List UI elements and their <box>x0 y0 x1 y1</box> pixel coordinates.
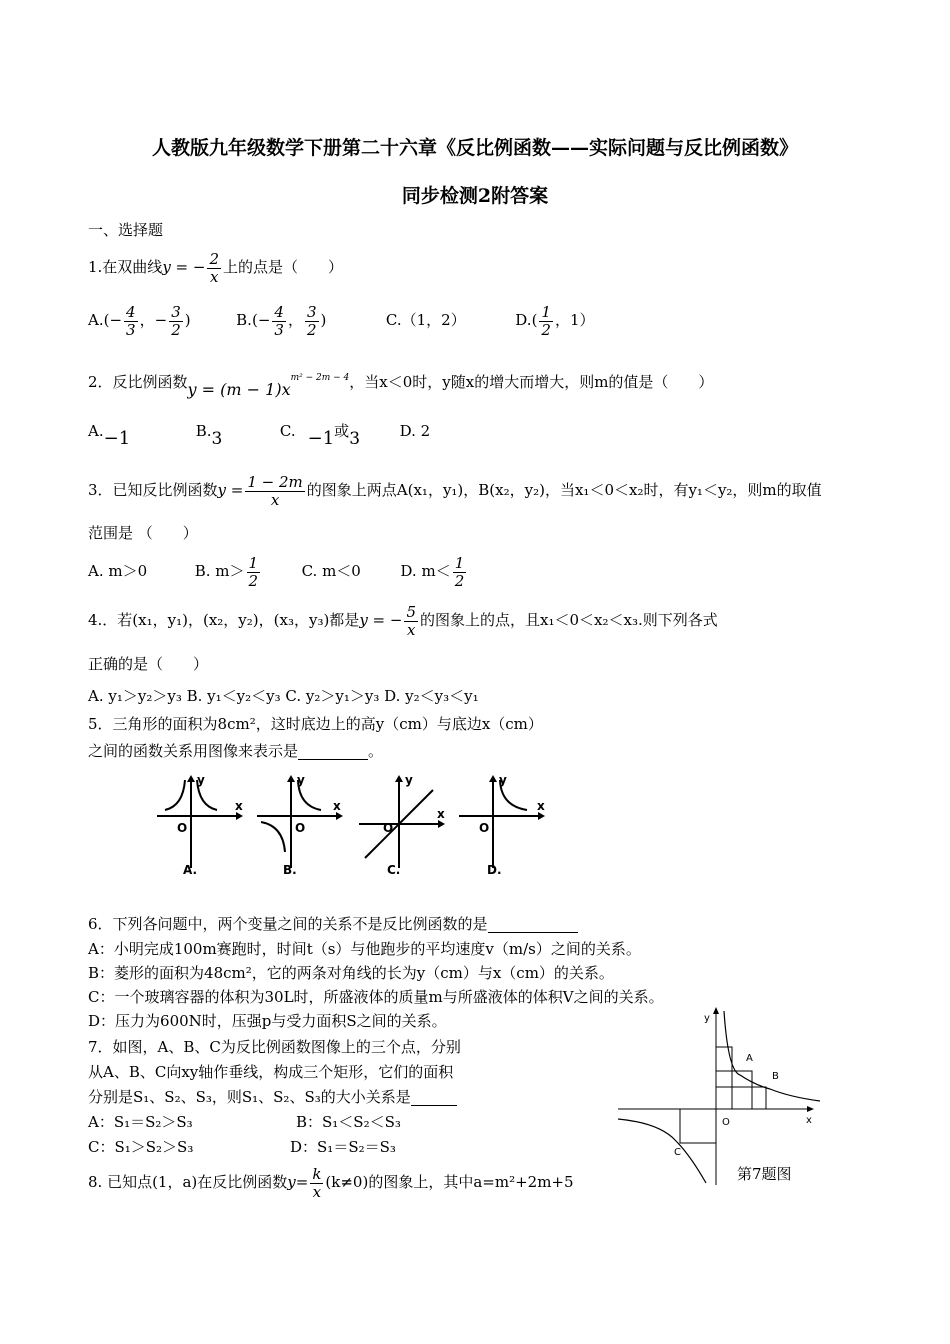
question-1-options <box>88 300 595 340</box>
graph-c-label: C. <box>387 863 401 877</box>
figure-7-origin-label: O <box>722 1117 730 1128</box>
option-a: A.−1 <box>88 422 131 449</box>
graph-b-x-label: x <box>333 799 341 813</box>
option-c: C.（1，2） <box>385 311 466 329</box>
question-7-stem: 7．如图，A、B、C为反比例函数图像上的三个点，分别 <box>88 1038 461 1056</box>
graph-d-y-label: y <box>499 773 507 787</box>
figure-7-x-label: x <box>806 1115 812 1126</box>
question-7-stem-cont: 从A、B、C向xy轴作垂线，构成三个矩形，它们的面积 <box>88 1063 454 1081</box>
question-8-stem: 8. 已知点(1，a)在反比例函数y= $\frac{k}{x}$ (k≠0)的图象上，其中a=m²+2m+5 <box>88 1164 574 1201</box>
answer-blank[interactable] <box>298 745 368 760</box>
question-7-option-d: D：S₁＝S₂＝S₃ <box>290 1138 396 1156</box>
option-a: A. m＞0 <box>88 562 148 580</box>
graph-c <box>357 770 447 880</box>
question-6-stem: 6．下列各问题中，两个变量之间的关系不是反比例函数的是 <box>88 915 578 933</box>
graph-b-origin-label: O <box>295 821 306 835</box>
section-heading: 一、选择题 <box>88 221 164 239</box>
option-b: B.3 <box>195 422 223 449</box>
question-4-stem: 4.．若(x₁，y₁)，(x₂，y₂)，(x₃，y₃)都是y = − $\frac{5}{x}$ 的图象上的点，且x₁＜0＜x₂＜x₃.则下列各式 <box>88 602 718 639</box>
question-2-options <box>88 422 431 449</box>
figure-7-point-a: A <box>746 1053 753 1064</box>
graph-c-origin-label: O <box>383 821 394 835</box>
graph-a-label: A. <box>183 863 198 877</box>
graph-b <box>255 770 345 880</box>
question-6-option-a: A：小明完成100m赛跑时，时间t（s）与他跑步的平均速度v（m/s）之间的关系。 <box>88 940 641 958</box>
question-3-options <box>88 551 468 591</box>
question-7-option-a: A：S₁＝S₂＞S₃ <box>88 1113 193 1131</box>
question-3-stem: 3．已知反比例函数y = $\frac{1 - 2m}{x}$ 的图象上两点A(x₁，y₁)，B(x₂，y₂)，当x₁＜0＜x₂时，有y₁＜y₂，则m的取值 <box>88 472 822 509</box>
question-5-stem: 5．三角形的面积为8cm²，这时底边上的高y（cm）与底边x（cm） <box>88 715 543 733</box>
option-b: B.(− $\frac{4}{3}$ ， $\frac{3}{2}$ ) <box>236 302 327 339</box>
figure-7 <box>610 1005 830 1190</box>
graph-b-y-label: y <box>297 773 305 787</box>
question-7-stem-cont2: 分别是S₁、S₂、S₃，则S₁、S₂、S₃的大小关系是 <box>88 1088 457 1106</box>
figure-7-caption: 第7题图 <box>737 1165 792 1183</box>
figure-7-point-c: C <box>674 1147 681 1158</box>
figure-7-y-label: y <box>704 1013 710 1024</box>
graph-c-x-label: x <box>437 807 445 821</box>
question-5-stem-cont: 之间的函数关系用图像来表示是 。 <box>88 742 384 760</box>
graph-d-origin-label: O <box>479 821 490 835</box>
question-7-option-b: B：S₁＜S₂＜S₃ <box>296 1113 401 1131</box>
graph-b-label: B. <box>283 863 297 877</box>
option-c: C. −1或3 <box>279 422 361 449</box>
question-1-stem: 1.在双曲线y = − $\frac{2}{x}$ 上的点是（ ） <box>88 249 344 286</box>
document-subtitle: 同步检测2附答案 <box>401 185 549 207</box>
option-d: D. 2 <box>399 422 431 440</box>
question-4-stem-cont: 正确的是（ ） <box>88 655 209 673</box>
option-a: A.(− $\frac{4}{3}$ ，− $\frac{3}{2}$ ) <box>88 302 191 339</box>
answer-blank[interactable] <box>488 918 578 933</box>
answer-blank[interactable] <box>411 1091 457 1106</box>
figure-7-point-b: B <box>772 1071 779 1082</box>
graph-d <box>457 770 547 880</box>
document-title: 人教版九年级数学下册第二十六章《反比例函数——实际问题与反比例函数》 <box>151 137 798 159</box>
graph-a-origin-label: O <box>177 821 188 835</box>
option-b: B. m＞ $\frac{1}{2}$ <box>194 553 259 590</box>
graph-a-x-label: x <box>235 799 243 813</box>
question-6-option-c: C：一个玻璃容器的体积为30L时，所盛液体的质量m与所盛液体的体积V之间的关系。 <box>88 988 664 1006</box>
graph-d-label: D. <box>487 863 502 877</box>
question-6-option-b: B：菱形的面积为48cm²，它的两条对角线的长为y（cm）与x（cm）的关系。 <box>88 964 614 982</box>
option-d: D.( $\frac{1}{2}$ ，1） <box>515 302 595 339</box>
question-3-stem-cont: 范围是 （ ） <box>88 524 198 542</box>
question-6-option-d: D：压力为600N时，压强p与受力面积S之间的关系。 <box>88 1012 447 1030</box>
graph-a <box>155 770 245 880</box>
question-2-stem: 2．反比例函数$y = (m - 1)x^{m^2 - 2m - 4}$，当x＜0时，y随x的增大而增大，则m的值是（ ） <box>88 373 714 399</box>
graph-c-y-label: y <box>405 773 413 787</box>
question-7-option-c: C：S₁＞S₂＞S₃ <box>88 1138 194 1156</box>
option-d: D. m＜ $\frac{1}{2}$ <box>400 553 465 590</box>
option-c: C. m＜0 <box>301 562 361 580</box>
graph-d-x-label: x <box>537 799 545 813</box>
question-4-options: A. y₁＞y₂＞y₃ B. y₁＜y₂＜y₃ C. y₂＞y₁＞y₃ D. y₂＜y₃＜y₁ <box>88 687 479 705</box>
graph-a-y-label: y <box>197 773 205 787</box>
